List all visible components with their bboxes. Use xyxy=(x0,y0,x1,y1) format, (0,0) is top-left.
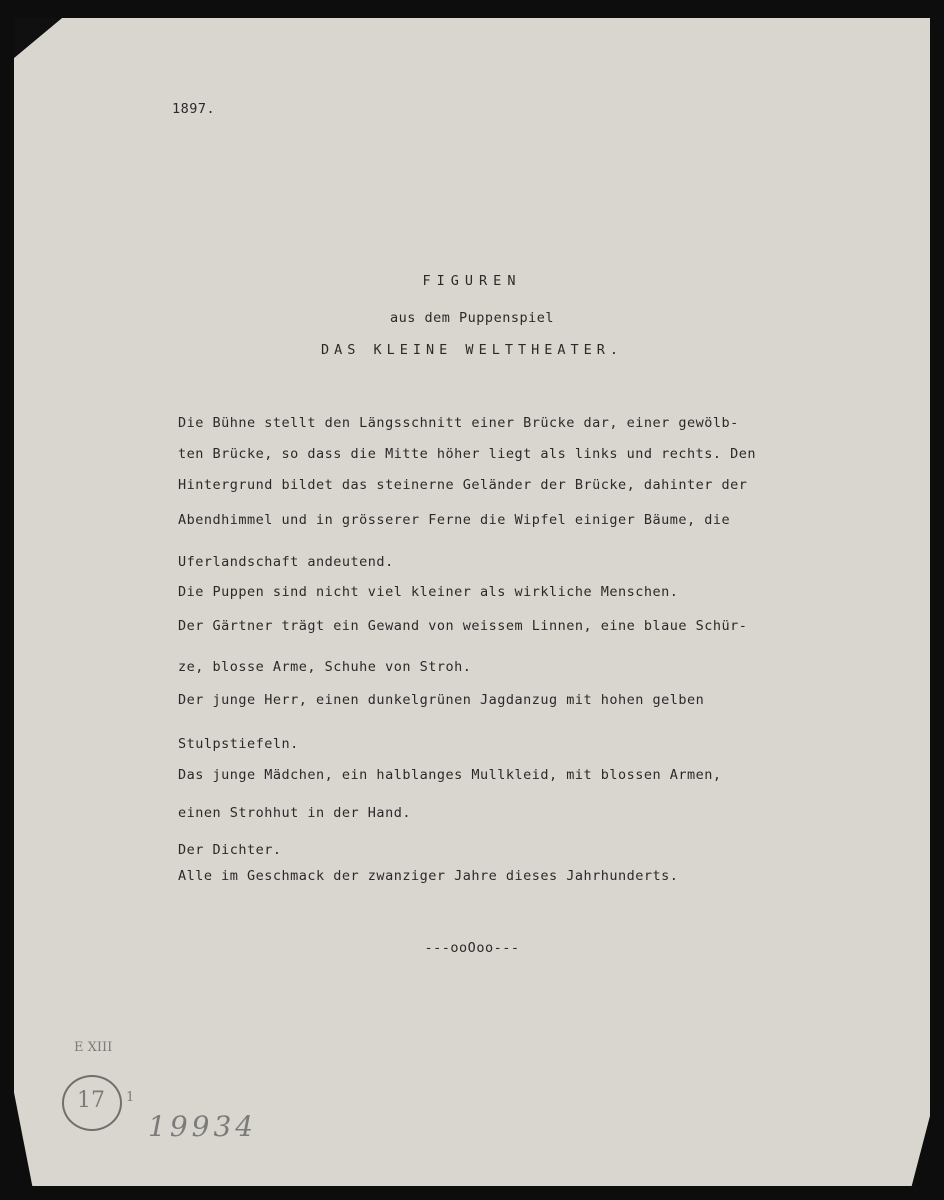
pencil-archive-number: 19934 xyxy=(148,1110,258,1143)
body-line: Hintergrund bildet das steinerne Geländer der Brücke, dahinter der xyxy=(178,477,748,493)
document-title: FIGUREN xyxy=(422,273,522,289)
body-line: Alle im Geschmack der zwanziger Jahre dieses Jahrhunderts. xyxy=(178,868,679,884)
year-heading: 1897. xyxy=(172,101,216,117)
body-line: Die Bühne stellt den Längsschnitt einer Brücke dar, einer gewölb- xyxy=(178,415,739,431)
body-line: Der Gärtner trägt ein Gewand von weissem Linnen, eine blaue Schür- xyxy=(178,618,748,634)
body-line: Abendhimmel und in grösserer Ferne die Wipfel einiger Bäume, die xyxy=(178,512,731,528)
body-line: Stulpstiefeln. xyxy=(178,736,299,752)
pencil-sheet-number: 1 xyxy=(126,1090,135,1105)
body-line: ze, blosse Arme, Schuhe von Stroh. xyxy=(178,659,472,675)
document-subtitle: aus dem Puppenspiel xyxy=(390,310,554,326)
body-line: Uferlandschaft andeutend. xyxy=(178,554,394,570)
section-divider: ---ooOoo--- xyxy=(424,940,520,956)
body-line: ten Brücke, so dass die Mitte höher liegt als links und rechts. Den xyxy=(178,446,757,462)
body-line: Das junge Mädchen, ein halblanges Mullkleid, mit blossen Armen, xyxy=(178,767,722,783)
body-line: Die Puppen sind nicht viel kleiner als wirkliche Menschen. xyxy=(178,584,679,600)
pencil-folio-number: 17 xyxy=(77,1088,105,1113)
paper-sheet xyxy=(14,18,930,1186)
body-line: Der Dichter. xyxy=(178,842,282,858)
play-title: DAS KLEINE WELTTHEATER. xyxy=(321,342,623,358)
body-line: Der junge Herr, einen dunkelgrünen Jagdanzug mit hohen gelben xyxy=(178,692,705,708)
pencil-note-roman: E XIII xyxy=(74,1040,113,1055)
body-line: einen Strohhut in der Hand. xyxy=(178,805,411,821)
